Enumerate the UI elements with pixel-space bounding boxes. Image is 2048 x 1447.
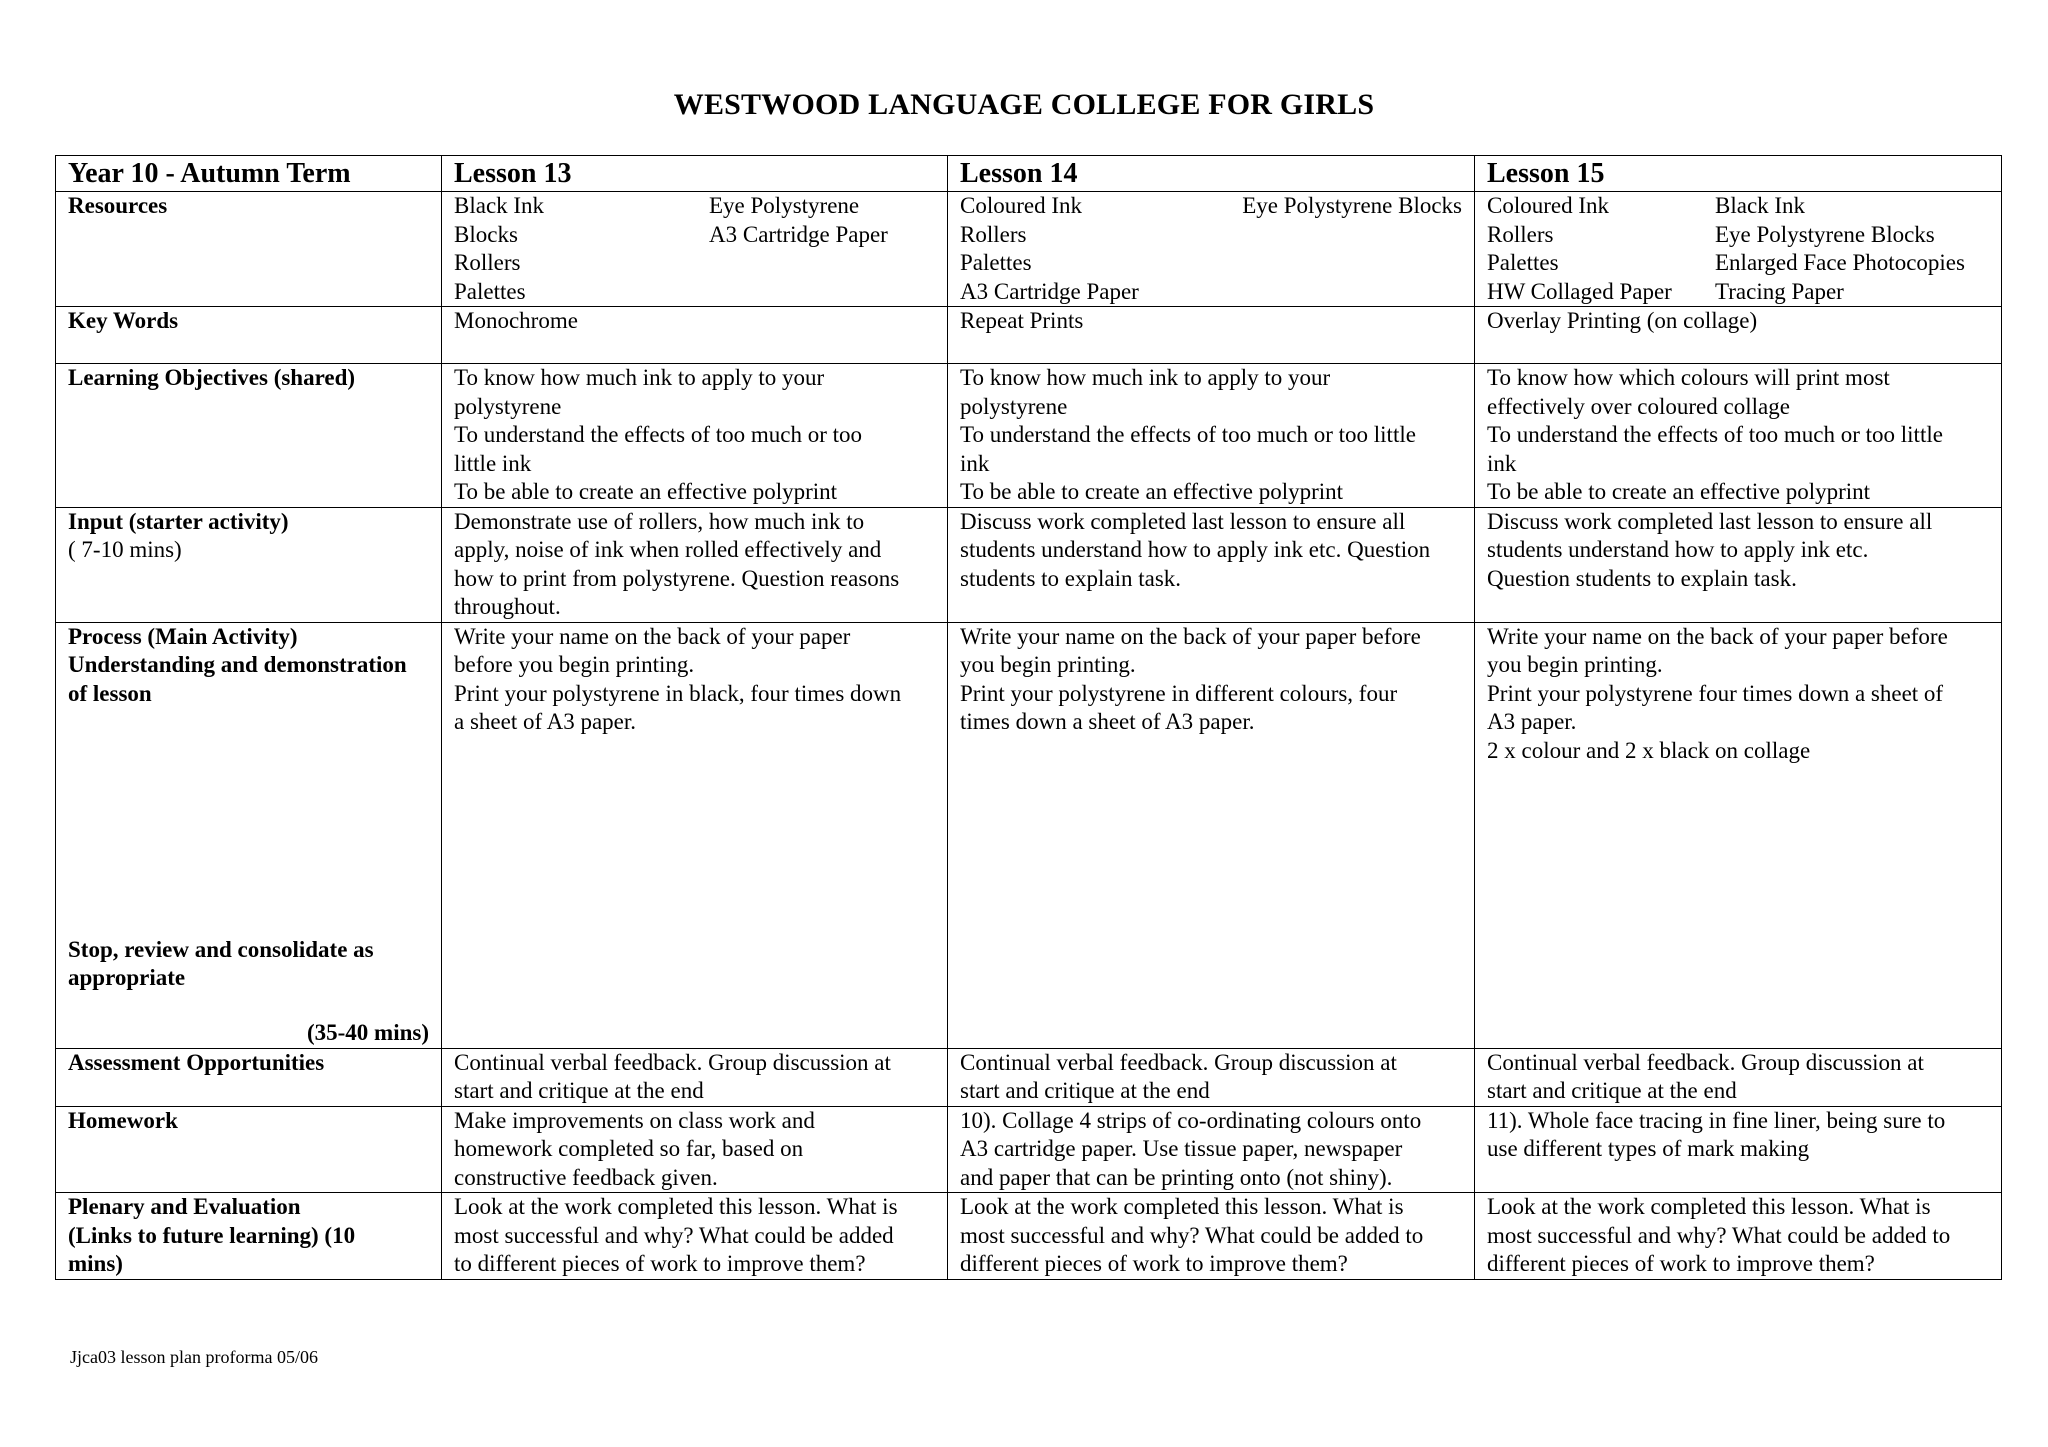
objective-line: polystyrene (454, 393, 562, 419)
plenary-line: Look at the work completed this lesson. What is (454, 1194, 898, 1219)
learning-objectives-label: Learning Objectives (shared) (56, 364, 442, 508)
objective-line: polystyrene (960, 393, 1068, 419)
lesson-14-key-words: Repeat Prints (948, 307, 1475, 364)
resources-label: Resources (56, 192, 442, 307)
resource-item: A3 Cartridge Paper (960, 278, 1139, 304)
objective-line: little ink (454, 450, 532, 476)
objective-line: To be able to create an effective polyprint (1487, 479, 1871, 504)
resource-item: Rollers (454, 250, 521, 275)
input-line: students understand how to apply ink etc. Question (960, 537, 1431, 562)
objective-line: To understand the effects of too much or too little (960, 422, 1416, 447)
process-line: A3 paper. (1487, 709, 1577, 734)
plenary-line: different pieces of work to improve them? (1487, 1251, 1875, 1276)
objective-line: To know how much ink to apply to your (454, 365, 825, 390)
lesson-15-header: Lesson 15 (1475, 156, 2002, 192)
lesson-13-assessment (442, 1048, 948, 1106)
resources-row (56, 192, 2002, 307)
plenary-line: most successful and why? What could be added (454, 1222, 894, 1248)
process-duration: (35-40 mins) (306, 1020, 429, 1045)
plenary-line: most successful and why? What could be added to (960, 1222, 1424, 1248)
input-line: apply, noise of ink when rolled effectively and (454, 537, 882, 562)
plenary-label-3: mins) (68, 1251, 123, 1276)
objective-line: To know how much ink to apply to your (960, 365, 1331, 390)
homework-line: constructive feedback given. (454, 1164, 718, 1190)
objective-line: To understand the effects of too much or too little (1487, 422, 1943, 447)
process-line: Print your polystyrene in black, four times down (454, 680, 902, 706)
lesson-13-resources (442, 192, 948, 307)
plenary-line: most successful and why? What could be added to (1487, 1222, 1951, 1248)
process-label-3: of lesson (68, 680, 152, 706)
resource-item: Palettes (1487, 250, 1559, 275)
lesson-14-objectives (948, 364, 1475, 508)
lesson-13-input (442, 507, 948, 622)
lesson-15-process (1475, 622, 2002, 1048)
lesson-15-key-words: Overlay Printing (on collage) (1475, 307, 2002, 364)
process-line: Write your name on the back of your paper before (1487, 623, 1948, 649)
resource-item: Eye Polystyrene Blocks (1715, 221, 1935, 247)
lesson-15-homework (1475, 1106, 2002, 1193)
resource-item: Tracing Paper (1715, 278, 1844, 304)
input-row (56, 507, 2002, 622)
input-label: Input (starter activity) (68, 508, 289, 534)
process-line: times down a sheet of A3 paper. (960, 709, 1255, 734)
objective-line: ink (960, 450, 990, 476)
process-label-2: Understanding and demonstration (68, 652, 407, 677)
process-row (56, 622, 2002, 1048)
resource-item: HW Collaged Paper (1487, 278, 1672, 304)
key-words-label: Key Words (56, 307, 442, 364)
assessment-line: start and critique at the end (960, 1078, 1210, 1103)
resource-item: Coloured Ink (1487, 193, 1610, 218)
objective-line: To be able to create an effective polyprint (960, 479, 1344, 504)
assessment-line: Continual verbal feedback. Group discussion at (1487, 1049, 1924, 1075)
resource-item: Black Ink (1715, 193, 1806, 218)
plenary-line: Look at the work completed this lesson. What is (1487, 1194, 1931, 1219)
process-line: before you begin printing. (454, 652, 695, 677)
assessment-label: Assessment Opportunities (56, 1048, 442, 1106)
lesson-14-header: Lesson 14 (948, 156, 1475, 192)
input-line: Discuss work completed last lesson to ensure all (960, 508, 1406, 534)
process-line: Print your polystyrene in different colours, four (960, 680, 1398, 706)
objective-line: To know how which colours will print most (1487, 365, 1890, 390)
resource-item: Palettes (960, 250, 1032, 275)
footer-note: Jjca03 lesson plan proforma 05/06 (70, 1347, 318, 1367)
plenary-line: Look at the work completed this lesson. What is (960, 1194, 1404, 1219)
lesson-14-process (948, 622, 1475, 1048)
resource-item: Palettes (454, 278, 526, 304)
header-row (56, 156, 2002, 192)
resource-item: Rollers (1487, 221, 1554, 247)
lesson-14-assessment (948, 1048, 1475, 1106)
key-words-row (56, 307, 2002, 364)
homework-line: 10). Collage 4 strips of co-ordinating colours onto (960, 1107, 1422, 1133)
homework-line: A3 cartridge paper. Use tissue paper, newspaper (960, 1136, 1403, 1161)
plenary-label-2: (Links to future learning) (10 (68, 1222, 356, 1248)
input-line: Question students to explain task. (1487, 565, 1797, 591)
input-line: throughout. (454, 594, 561, 619)
homework-line: Make improvements on class work and (454, 1107, 815, 1133)
lesson-13-header: Lesson 13 (442, 156, 948, 192)
resource-item: Enlarged Face Photocopies (1715, 250, 1965, 275)
resource-item: A3 Cartridge Paper (709, 221, 888, 247)
objective-line: ink (1487, 450, 1517, 476)
process-line: you begin printing. (960, 652, 1136, 677)
process-label-cell (56, 622, 442, 1048)
objective-line: effectively over coloured collage (1487, 393, 1790, 419)
resource-item: Eye Polystyrene (709, 193, 860, 218)
assessment-line: start and critique at the end (1487, 1078, 1737, 1103)
lesson-13-plenary (442, 1193, 948, 1280)
lesson-plan-table (55, 155, 2002, 1280)
process-line: a sheet of A3 paper. (454, 709, 637, 734)
plenary-label: Plenary and Evaluation (68, 1194, 301, 1219)
lesson-14-plenary (948, 1193, 1475, 1280)
objective-line: To understand the effects of too much or too (454, 422, 863, 447)
resource-item: Black Ink (454, 193, 545, 218)
input-line: Demonstrate use of rollers, how much ink to (454, 508, 865, 534)
lesson-15-resources (1475, 192, 2002, 307)
homework-line: use different types of mark making (1487, 1136, 1810, 1161)
plenary-line: different pieces of work to improve them? (960, 1251, 1348, 1276)
assessment-row (56, 1048, 2002, 1106)
homework-line: and paper that can be printing onto (not shiny). (960, 1164, 1393, 1190)
document-title: WESTWOOD LANGUAGE COLLEGE FOR GIRLS (673, 88, 1375, 121)
homework-row (56, 1106, 2002, 1193)
learning-objectives-row (56, 364, 2002, 508)
stop-review-label: Stop, review and consolidate as appropriate (68, 936, 374, 990)
plenary-row (56, 1193, 2002, 1280)
process-label: Process (Main Activity) (68, 623, 298, 649)
input-line: students to explain task. (960, 565, 1182, 591)
assessment-line: start and critique at the end (454, 1078, 704, 1103)
plenary-label-cell (56, 1193, 442, 1280)
lesson-15-input (1475, 507, 2002, 622)
resource-item: Rollers (960, 221, 1027, 247)
resource-item: Coloured Ink (960, 193, 1083, 218)
input-line: students understand how to apply ink etc. (1487, 537, 1869, 562)
plenary-line: to different pieces of work to improve them? (454, 1251, 866, 1276)
process-line: Print your polystyrene four times down a sheet of (1487, 680, 1944, 706)
lesson-15-plenary (1475, 1193, 2002, 1280)
resource-item: Eye Polystyrene Blocks (1242, 193, 1462, 218)
process-line: Write your name on the back of your paper (454, 623, 851, 649)
homework-line: homework completed so far, based on (454, 1136, 804, 1161)
process-line: Write your name on the back of your paper before (960, 623, 1421, 649)
process-line: 2 x colour and 2 x black on collage (1487, 737, 1811, 763)
lesson-15-objectives (1475, 364, 2002, 508)
term-header: Year 10 - Autumn Term (56, 156, 442, 192)
resource-item: Blocks (454, 221, 518, 247)
process-line: you begin printing. (1487, 652, 1663, 677)
input-line: how to print from polystyrene. Question reasons (454, 565, 900, 591)
assessment-line: Continual verbal feedback. Group discussion at (454, 1049, 891, 1075)
input-label-cell (56, 507, 442, 622)
input-duration: ( 7-10 mins) (68, 537, 182, 562)
input-line: Discuss work completed last lesson to ensure all (1487, 508, 1933, 534)
lesson-13-homework (442, 1106, 948, 1193)
lesson-15-assessment (1475, 1048, 2002, 1106)
lesson-14-resources (948, 192, 1475, 307)
lesson-14-input (948, 507, 1475, 622)
lesson-13-objectives (442, 364, 948, 508)
objective-line: To be able to create an effective polyprint (454, 479, 838, 504)
lesson-13-process (442, 622, 948, 1048)
assessment-line: Continual verbal feedback. Group discussion at (960, 1049, 1397, 1075)
lesson-14-homework (948, 1106, 1475, 1193)
homework-line: 11). Whole face tracing in fine liner, being sure to (1487, 1107, 1946, 1133)
lesson-13-key-words: Monochrome (442, 307, 948, 364)
homework-label: Homework (56, 1106, 442, 1193)
